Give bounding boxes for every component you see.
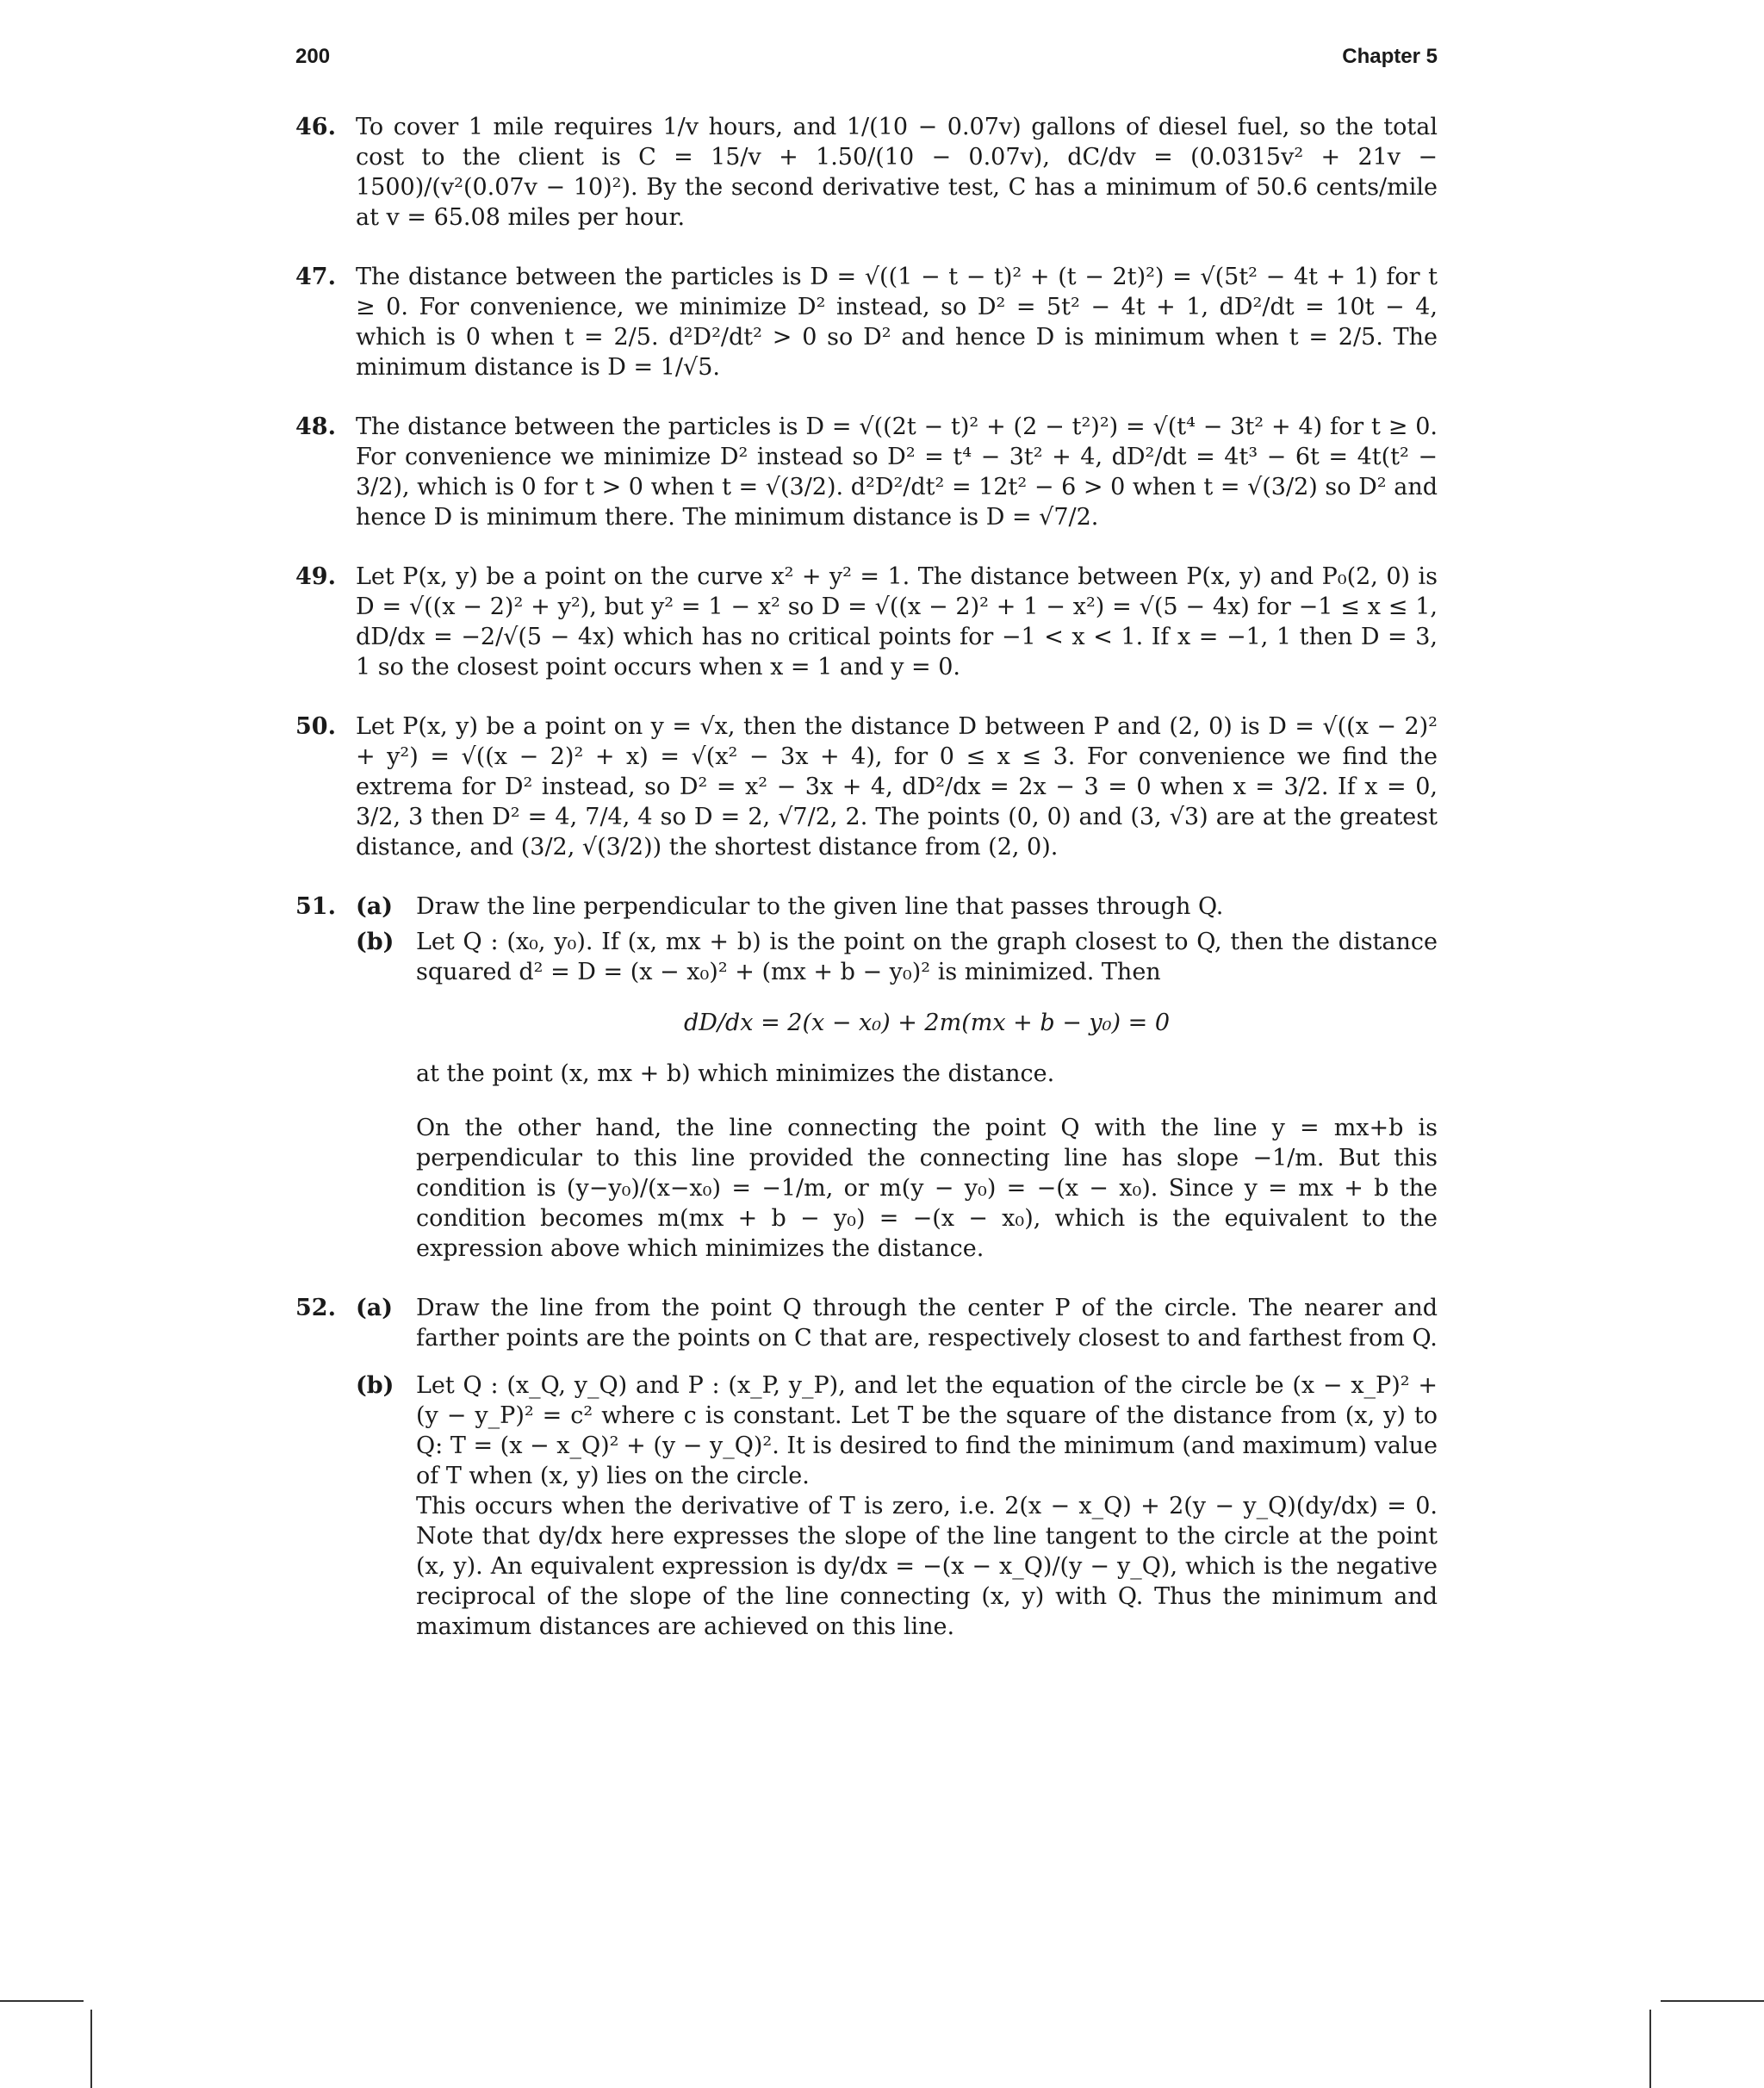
problem-text: To cover 1 mile requires 1/v hours, and 1/(10 − 0.07v) gallons of diesel fuel, so the total cost to the client is C = 15/v + 1.50/(10 − 0.07v), dC/dv = (0.0315v² + 21v − 1500)/(v²(0.07v − 10)²). By the second derivative test, C has a minimum of 50.6 cents/mile at v = 65.08 miles per hour. bbox=[356, 114, 1438, 231]
problem-text: Let P(x, y) be a point on y = √x, then the distance D between P and (2, 0) is D = √((x − 2)² + y²) = √((x − 2)² + x) = √(x² − 3x + 4), for 0 ≤ x ≤ 3. For convenience we find the extrema for D² instead, so D² = x² − 3x + 4, dD²/dx = 2x − 3 = 0 when x = 3/2. If x = 0, 3/2, 3 then D² = 4, 7/4, 4 so D = 2, √7/2, 2. The points (0, 0) and (3, √3) are at the greatest distance, and (3/2, √(3/2)) the shortest distance from (2, 0). bbox=[356, 713, 1438, 861]
problem-49 bbox=[295, 562, 1438, 682]
crop-mark-horizontal-left bbox=[0, 2000, 84, 2002]
part-b bbox=[356, 1370, 1438, 1642]
problem-number: 48. bbox=[295, 413, 336, 440]
page-header bbox=[295, 45, 1438, 79]
problem-number: 46. bbox=[295, 114, 336, 140]
part-a bbox=[356, 892, 1438, 922]
problem-number: 51. bbox=[295, 893, 336, 920]
problem-48 bbox=[295, 412, 1438, 532]
problem-number: 49. bbox=[295, 563, 336, 590]
page-number: 200 bbox=[295, 45, 331, 68]
part-text: Draw the line perpendicular to the given line that passes through Q. bbox=[416, 893, 1224, 920]
problem-52 bbox=[295, 1293, 1438, 1642]
part-paragraph: at the point (x, mx + b) which minimizes the distance. bbox=[416, 1060, 1055, 1087]
crop-mark-vertical-left bbox=[90, 2010, 92, 2088]
problem-text: The distance between the particles is D = √((2t − t)² + (2 − t²)²) = √(t⁴ − 3t² + 4) for t ≥ 0. For convenience we minimize D² instead so D² = t⁴ − 3t² + 4, dD²/dt = 4t³ − 6t = 4t(t² − 3/2), which is 0 for t > 0 when t = √(3/2). d²D²/dt² = 12t² − 6 > 0 when t = √(3/2) so D² and hence D is minimum there. The minimum distance is D = √7/2. bbox=[356, 413, 1438, 531]
problem-number: 47. bbox=[295, 264, 336, 290]
part-text: Draw the line from the point Q through the center P of the circle. The nearer and farther points are the points on C that are, respectively closest to and farthest from Q. bbox=[416, 1295, 1438, 1352]
part-a bbox=[356, 1293, 1438, 1353]
part-b bbox=[356, 927, 1438, 1264]
part-paragraph: On the other hand, the line connecting the point Q with the line y = mx+b is perpendicular to this line provided the connecting line has slope −1/m. But this condition is (y−y₀)/(x−x₀) = −1/m, or m(y − y₀) = −(x − x₀). Since y = mx + b the condition becomes m(mx + b − y₀) = −(x − x₀), which is the equivalent to the expression above which minimizes the distance. bbox=[416, 1115, 1438, 1262]
problem-number: 50. bbox=[295, 713, 336, 740]
part-paragraph: This occurs when the derivative of T is zero, i.e. 2(x − x_Q) + 2(y − y_Q)(dy/dx) = 0. Note that dy/dx here expresses the slope of the line tangent to the circle at the point (x, y). An equivalent expression is dy/dx = −(x − x_Q)/(y − y_Q), which is the negative reciprocal of the slope of the line connecting (x, y) with Q. Thus the minimum and maximum distances are achieved on this line. bbox=[416, 1493, 1438, 1640]
part-paragraph: Let Q : (x_Q, y_Q) and P : (x_P, y_P), and let the equation of the circle be (x − x_P)² + (y − y_P)² = c² where c is constant. Let T be the square of the distance from (x, y) to Q: T = (x − x_Q)² + (y − y_Q)². It is desired to find the minimum (and maximum) value of T when (x, y) lies on the circle. bbox=[416, 1372, 1438, 1489]
page-content bbox=[295, 112, 1438, 1671]
display-equation: dD/dx = 2(x − x₀) + 2m(mx + b − y₀) = 0 bbox=[683, 1010, 1170, 1036]
part-paragraph: Let Q : (x₀, y₀). If (x, mx + b) is the point on the graph closest to Q, then the distance squared d² = D = (x − x₀)² + (mx + b − y₀)² is minimized. Then bbox=[416, 929, 1438, 985]
problem-47 bbox=[295, 262, 1438, 382]
problem-46 bbox=[295, 112, 1438, 233]
problem-number: 52. bbox=[295, 1295, 336, 1321]
crop-mark-horizontal-right bbox=[1661, 2000, 1764, 2002]
crop-mark-vertical-right bbox=[1649, 2010, 1651, 2088]
problem-50 bbox=[295, 712, 1438, 862]
part-label: (a) bbox=[356, 893, 394, 920]
chapter-title: Chapter 5 bbox=[1342, 45, 1438, 68]
problem-text: The distance between the particles is D = √((1 − t − t)² + (t − 2t)²) = √(5t² − 4t + 1) for t ≥ 0. For convenience, we minimize D² instead, so D² = 5t² − 4t + 1, dD²/dt = 10t − 4, which is 0 when t = 2/5. d²D²/dt² > 0 so D² and hence D is minimum when t = 2/5. The minimum distance is D = 1/√5. bbox=[356, 264, 1438, 381]
problem-51 bbox=[295, 892, 1438, 1264]
part-label: (b) bbox=[356, 929, 394, 955]
part-label: (b) bbox=[356, 1372, 394, 1399]
part-label: (a) bbox=[356, 1295, 394, 1321]
problem-text: Let P(x, y) be a point on the curve x² + y² = 1. The distance between P(x, y) and P₀(2, 0) is D = √((x − 2)² + y²), but y² = 1 − x² so D = √((x − 2)² + 1 − x²) = √(5 − 4x) for −1 ≤ x ≤ 1, dD/dx = −2/√(5 − 4x) which has no critical points for −1 < x < 1. If x = −1, 1 then D = 3, 1 so the closest point occurs when x = 1 and y = 0. bbox=[356, 563, 1438, 680]
